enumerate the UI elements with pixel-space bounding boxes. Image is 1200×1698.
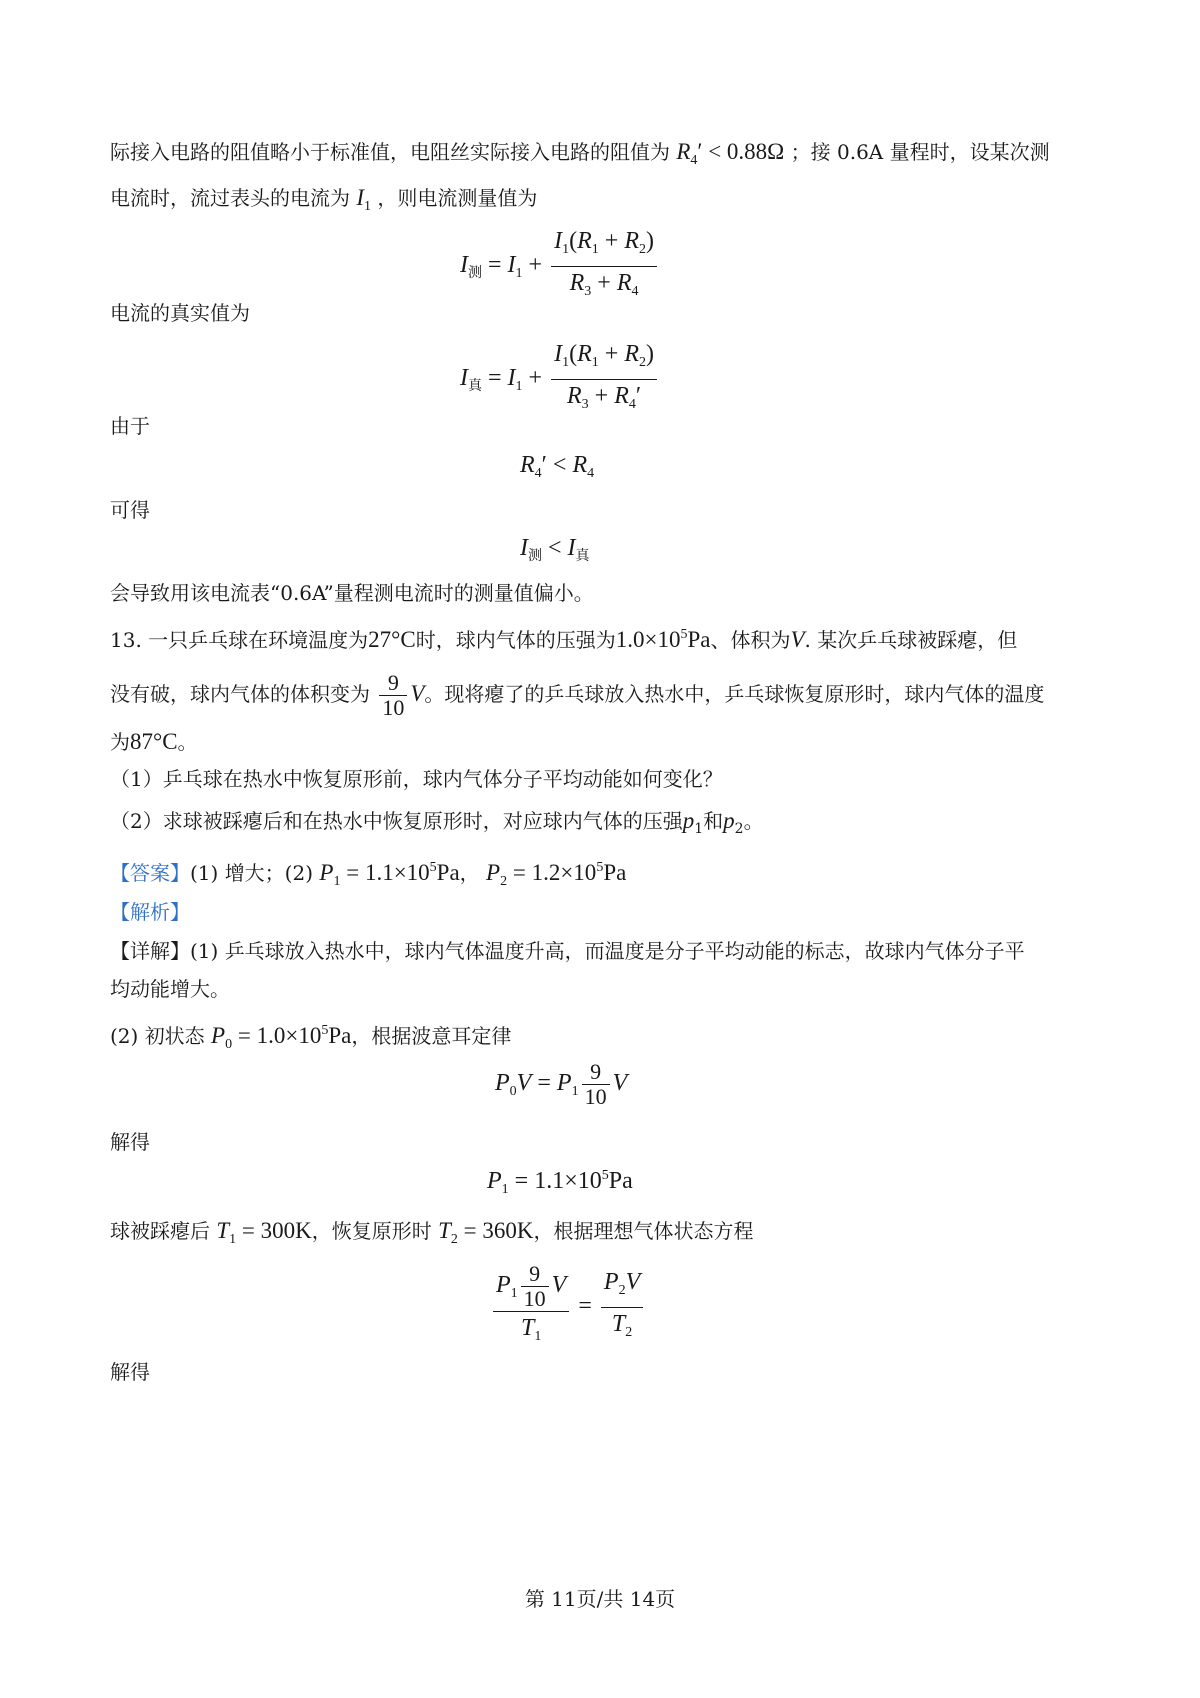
text: 可得 [110,498,150,522]
text-line: (2) 初状态 $P_0 = 1.0\times 10^5Pa$，根据波意耳定律 [110,1023,512,1052]
equation-ideal-gas: $P_1$ $\frac{9}{10}$ V $T_1$ = $\frac{P_2V}{T_2}$ [490,1262,646,1353]
text-line: 球被踩瘪后 $T_1 = 300K$，恢复原形时 $T_2 = 360K$，根据理想气体状态方程 [110,1218,754,1247]
text-line [110,411,1100,441]
text: 际接入电路的阻值略小于标准值，电阻丝实际接入电路的阻值为 [110,140,670,164]
question-number: 13. [110,628,142,652]
text-line: 解得 [110,1360,150,1384]
text: 电流时，流过表头的电流为 [110,186,350,210]
text-line: 为87°C。 [110,729,198,754]
text-line [110,137,1100,176]
equation-i-compare: $I_测 < I_真$ [520,535,590,564]
text: ；接 0.6A 量程时，设某次测 [790,140,1050,164]
equation-i-true: $I_真 = I_1$ + $\frac{I_1(R_1 + R_2)}{R_3 + R_4'}$ [460,338,660,421]
text-line: 均动能增大。 [110,977,230,1001]
text: 会导致用该电流表“0.6A”量程测电流时的测量值偏小。 [110,581,594,605]
fraction: $\frac{P_2V}{T_2}$ [601,1266,643,1349]
analysis-label: 【解析】 [110,900,190,924]
text: 由于 [110,414,150,438]
fraction: $\frac{I_1(R_1 + R_2)}{R_3 + R_4'}$ [551,338,657,421]
inline-math: $R_4' < 0.88\Omega$ [676,139,785,168]
analysis-label-line [110,897,1100,927]
text-line: 解得 [110,1130,150,1154]
text: 电流的真实值为 [110,301,250,325]
text-line [110,495,1100,525]
text-line: 【详解】(1) 乒乓球放入热水中，球内气体温度升高，而温度是分子平均动能的标志，故球内气体分子平 [110,939,1025,963]
page-footer: 第 11页/共 14页 [524,1587,676,1611]
answer-label: 【答案】 [110,861,190,885]
fraction: $P_1$ $\frac{9}{10}$ V $T_1$ [493,1262,569,1353]
answer-line: 【答案】(1) 增大；(2) $P_1 = 1.1\times 10^5Pa$， $P_2 = 1.2\times 10^5Pa$ [110,860,627,889]
sub-question-1: （1）乒乓球在热水中恢复原形前，球内气体分子平均动能如何变化？ [110,767,723,791]
inline-math: $I_1$ [356,185,372,214]
text-line [110,183,1100,222]
question-13-line: 13. 一只乒乓球在环境温度为27°C时，球内气体的压强为$1.0\times 10^5Pa$、体积为V. 某次乒乓球被踩瘪，但 [110,627,1018,652]
fraction: $\frac{9}{10}$ [379,671,407,720]
fraction: $\frac{9}{10}$ [582,1060,610,1109]
fraction: $\frac{I_1(R_1 + R_2)}{R_3 + R_4}$ [551,225,657,308]
detail-label: 【详解】 [110,939,190,963]
text-line [110,578,1100,608]
equation-p1-result: $P_1 = 1.1\times 10^5Pa$ [487,1168,633,1197]
equation-i-measured: $I_测 = I_1$ + $\frac{I_1(R_1 + R_2)}{R_3 + R_4}$ [460,225,660,308]
text-line: 没有破，球内气体的体积变为 $\frac{9}{10}$ V。现将瘪了的乒乓球放入热水中，乒乓球恢复原形时，球内气体的温度 [110,670,1045,720]
text-line [110,298,1100,328]
equation-boyle: $P_0V = P_1$ $\frac{9}{10}$ V [495,1059,628,1109]
text: ，则电流测量值为 [377,186,538,210]
sub-question-2: （2）求球被踩瘪后和在热水中恢复原形时，对应球内气体的压强$p_1$和$p_2$。 [110,808,764,837]
equation-r4-compare: $R_4' < R_4$ [520,452,595,481]
